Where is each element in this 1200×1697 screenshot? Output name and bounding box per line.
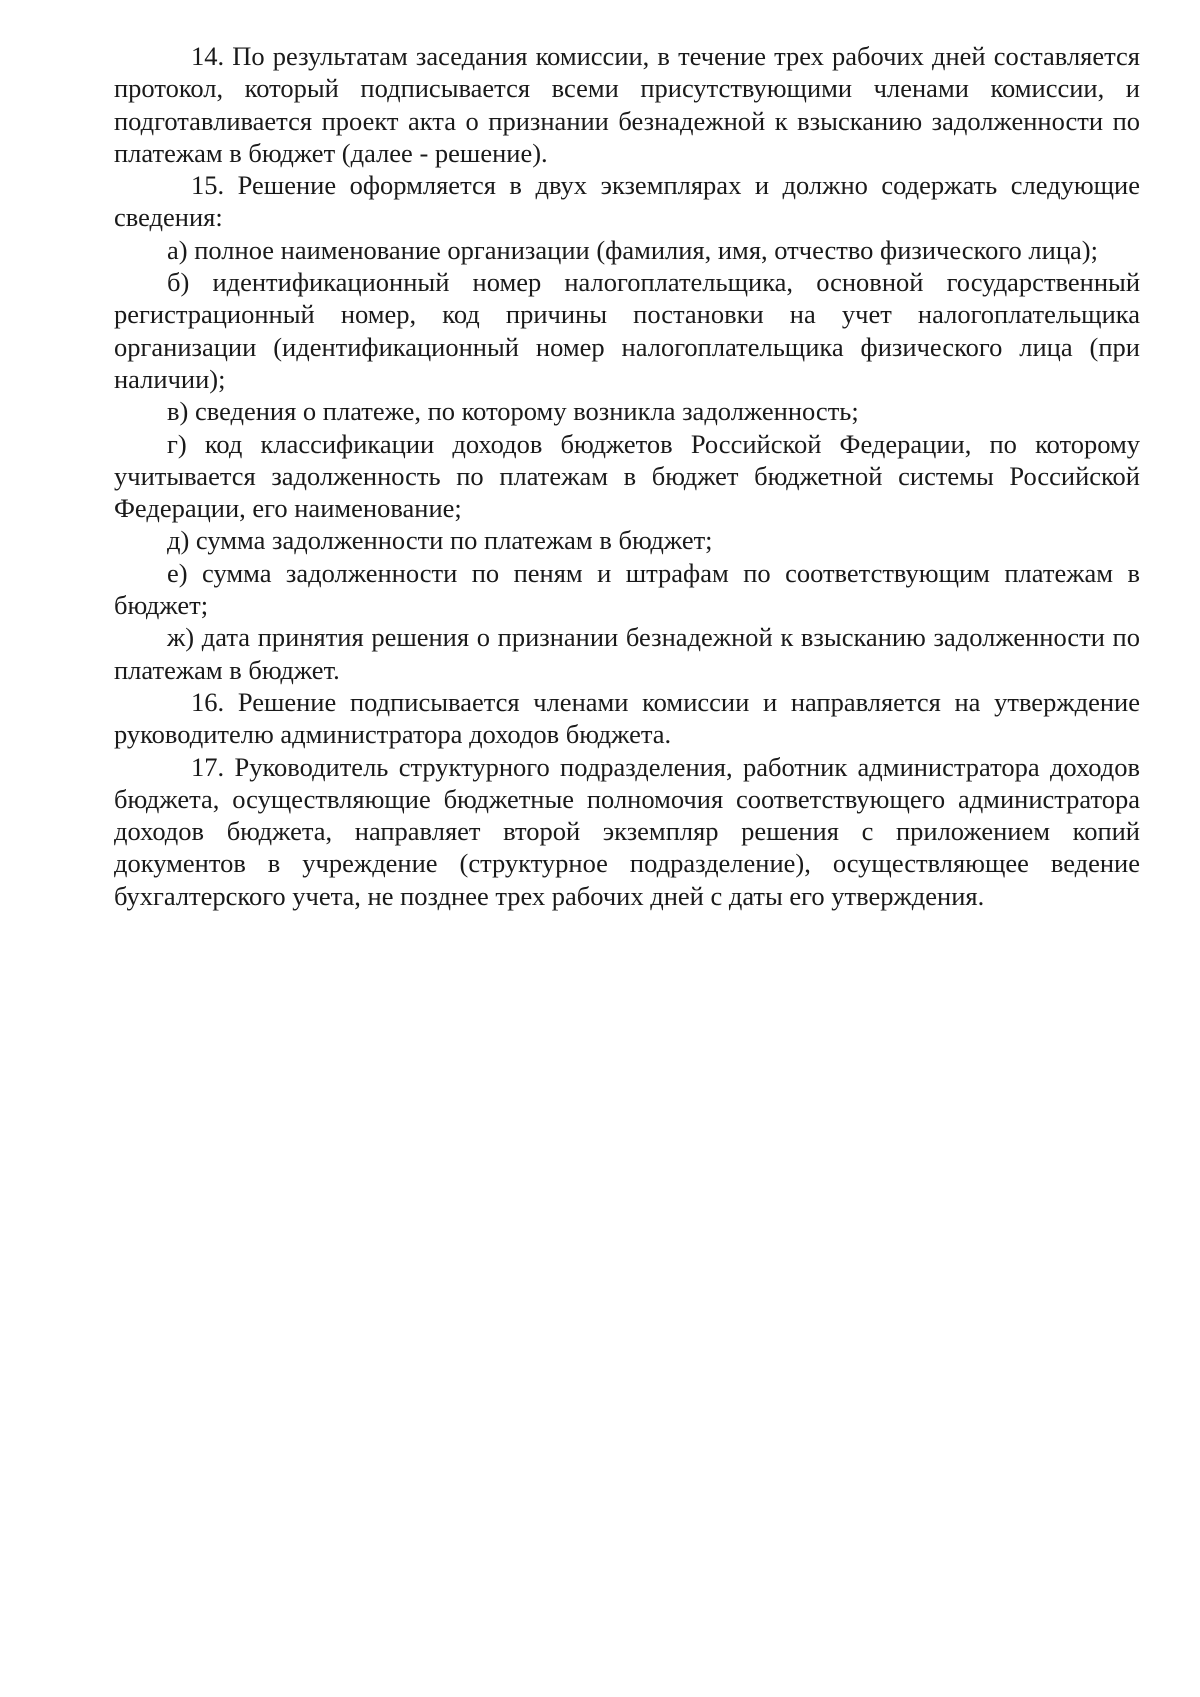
list-item-zh: ж) дата принятия решения о признании безнадежной к взысканию задолженности по платежам в бюджет. bbox=[114, 622, 1140, 685]
paragraph-14: 14. По результатам заседания комиссии, в течение трех рабочих дней составляется протокол, который подписывается всеми присутствующими членами комиссии, и подготавливается проект акта о признании безнадежной к взысканию задолженности по платежам в бюджет (далее - решение). bbox=[114, 41, 1140, 168]
list-item-b: б) идентификационный номер налогоплательщика, основной государственный регистрационный номер, код причины постановки на учет налогоплательщика организации (идентификационный номер налогоплательщика физического лица (при наличии); bbox=[114, 267, 1140, 394]
list-item-e: е) сумма задолженности по пеням и штрафам по соответствующим платежам в бюджет; bbox=[114, 557, 1140, 621]
list-item-g: г) код классификации доходов бюджетов Российской Федерации, по которому учитывается задолженность по платежам в бюджет бюджетной системы Российской Федерации, его наименование; bbox=[114, 428, 1140, 524]
list-item-a: а) полное наименование организации (фамилия, имя, отчество физического лица); bbox=[167, 234, 1098, 265]
paragraph-15: 15. Решение оформляется в двух экземплярах и должно содержать следующие сведения: bbox=[114, 170, 1140, 233]
paragraph-17: 17. Руководитель структурного подразделения, работник администратора доходов бюджета, осуществляющие бюджетные полномочия соответствующего администратора доходов бюджета, направляет второй экземпляр решения с приложением копий документов в учреждение (структурное подразделение), осуществляющее ведение бухгалтерского учета, не позднее трех рабочих дней с даты его утверждения. bbox=[114, 751, 1140, 911]
document-body bbox=[114, 40, 1140, 912]
paragraph-16: 16. Решение подписывается членами комиссии и направляется на утверждение руководителю администратора доходов бюджета. bbox=[114, 686, 1140, 750]
list-item-d: д) сумма задолженности по платежам в бюджет; bbox=[167, 525, 713, 556]
list-item-v: в) сведения о платеже, по которому возникла задолженность; bbox=[167, 396, 859, 427]
